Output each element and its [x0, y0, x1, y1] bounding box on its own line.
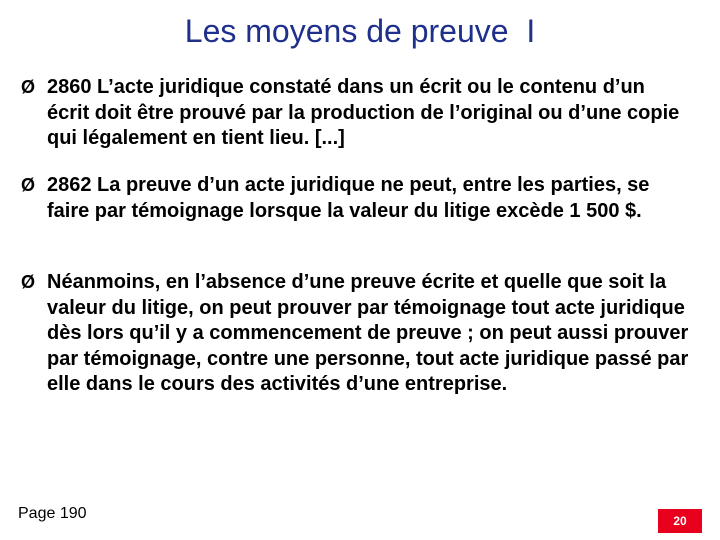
bullet-text: 2860 L’acte juridique constaté dans un écrit ou le contenu d’un écrit doit être prouvé par la production de l’original ou d’une copie qui légalement en tient lieu. [...] — [47, 76, 680, 150]
arrow-bullet-icon: Ø — [21, 77, 36, 97]
bullet-item-neanmoins — [21, 270, 691, 398]
slide-title: Les moyens de preuve I — [184, 13, 536, 49]
slide-number-badge: 20 — [658, 509, 702, 533]
arrow-bullet-icon: Ø — [21, 175, 36, 195]
bullet-text: Néanmoins, en l’absence d’une preuve écrite et quelle que soit la valeur du litige, on peut prouver par témoignage tout acte juridique dès lors qu’il y a commencement de preuve ; on peut aussi prouver par témoignage, contre une personne, tout acte juridique passé par elle dans le cours des activités d’une entreprise. — [47, 271, 689, 396]
page-reference: Page 190 — [18, 505, 87, 522]
bullet-item-2862 — [21, 173, 691, 224]
bullet-text: 2862 La preuve d’un acte juridique ne peut, entre les parties, se faire par témoignage lorsque la valeur du litige excède 1 500 $. — [47, 174, 650, 222]
arrow-bullet-icon: Ø — [21, 272, 36, 292]
bullet-item-2860 — [21, 75, 691, 152]
